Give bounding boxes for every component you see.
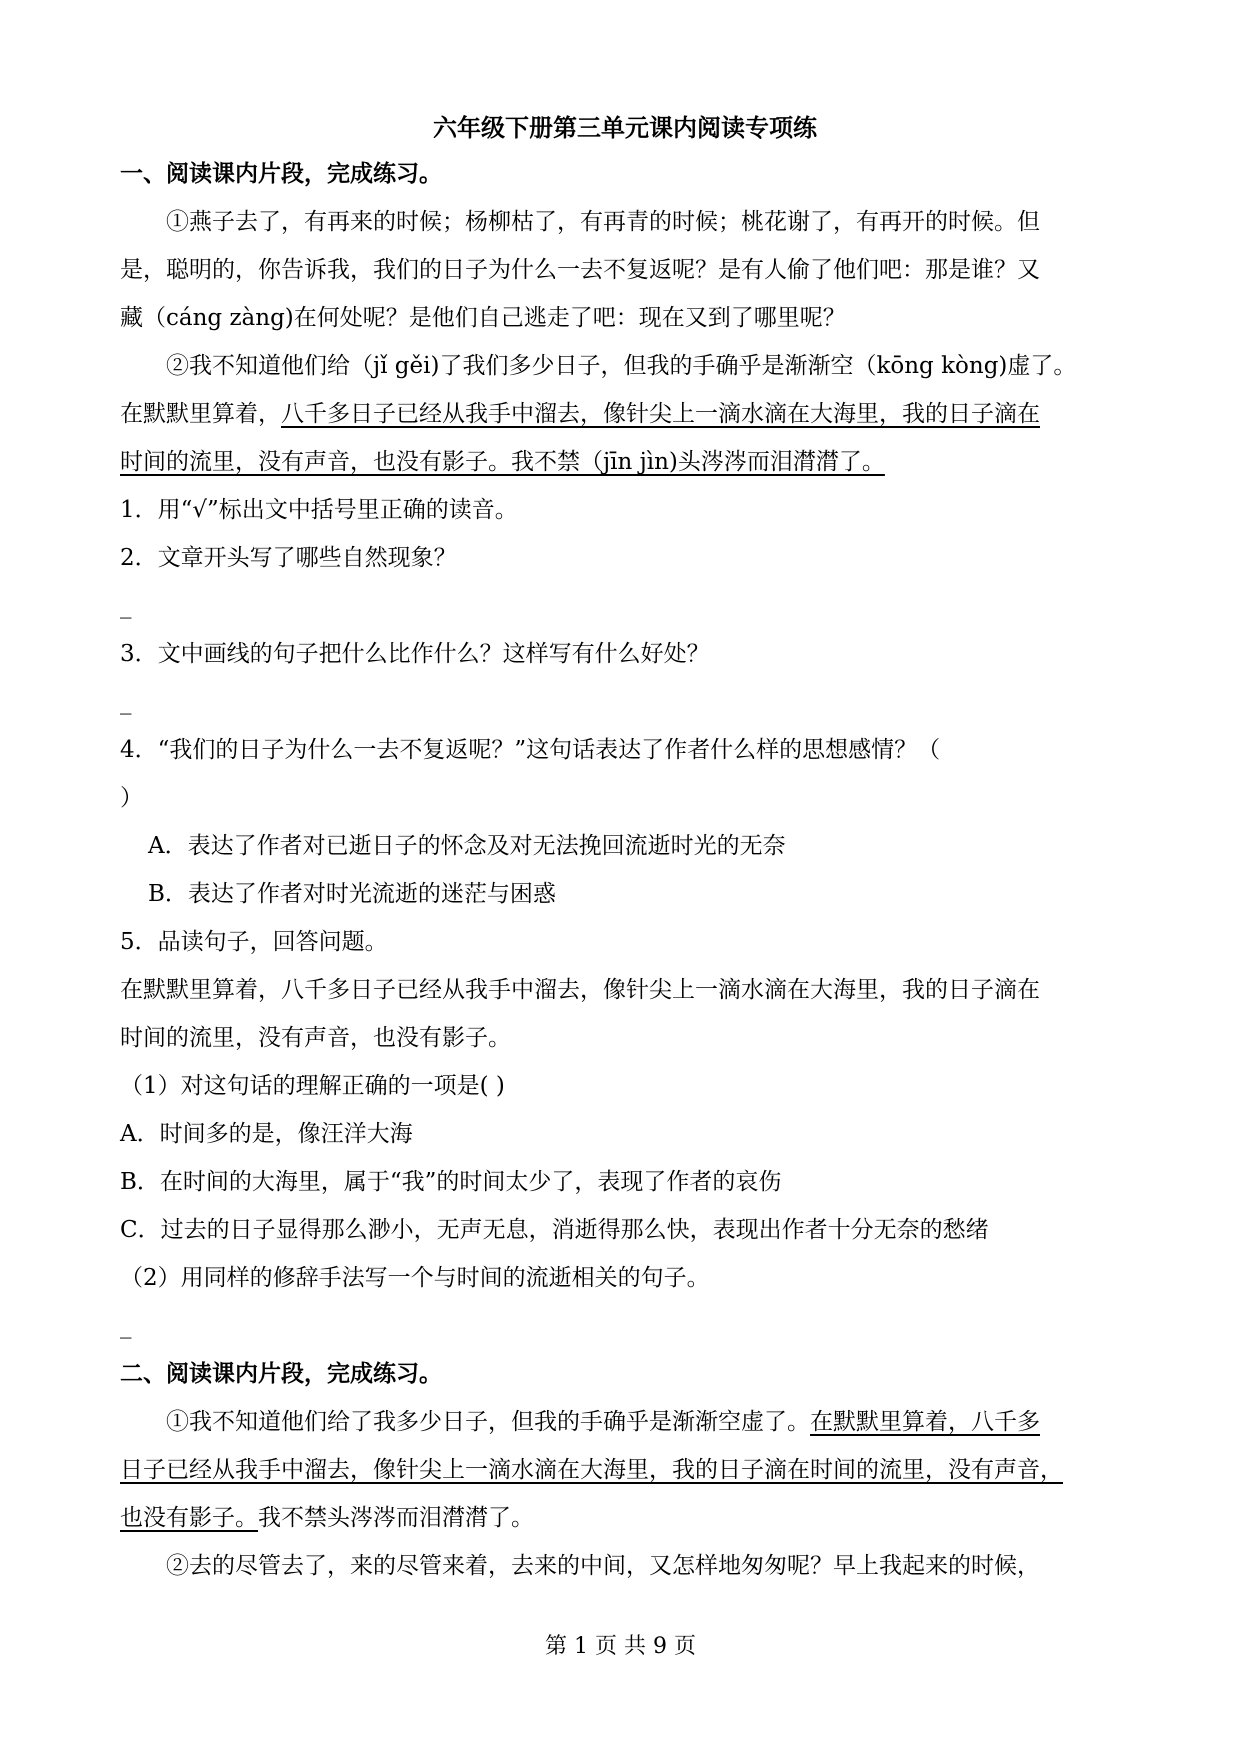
passage-3-line — [120, 1398, 1130, 1446]
underlined-sentence: 时间的流里，没有声音，也没有影子。我不禁（jīn jìn)头涔涔而泪潸潸了。 — [120, 449, 885, 475]
question-4: 4．“我们的日子为什么一去不复返呢？”这句话表达了作者什么样的思想感情？（ — [120, 737, 941, 763]
question-5-quote: 在默默里算着，八千多日子已经从我手中溜去，像针尖上一滴水滴在大海里，我的日子滴在 — [120, 977, 1040, 1003]
question-3: 3．文中画线的句子把什么比作什么？这样写有什么好处？ — [120, 641, 710, 667]
question-2: 2．文章开头写了哪些自然现象？ — [120, 545, 457, 571]
answer-blank[interactable]: _ — [120, 1313, 132, 1339]
answer-blank[interactable]: _ — [120, 593, 132, 619]
passage-2-line — [120, 390, 1130, 438]
section-1-heading: 一、阅读课内片段，完成练习。 — [120, 160, 442, 187]
underlined-sentence: 在默默里算着，八千多 — [810, 1409, 1040, 1435]
page-footer: 第 1 页 共 9 页 — [545, 1634, 696, 1659]
question-5-sub-1: （1）对这句话的理解正确的一项是( ) — [120, 1073, 505, 1099]
plain-text: ①我不知道他们给了我多少日子，但我的手确乎是渐渐空虚了。 — [166, 1409, 810, 1435]
question-5-quote: 时间的流里，没有声音，也没有影子。 — [120, 1025, 511, 1051]
underlined-sentence: 日子已经从我手中溜去，像针尖上一滴水滴在大海里，我的日子滴在时间的流里，没有声音， — [120, 1457, 1063, 1483]
question-1: 1．用“√”标出文中括号里正确的读音。 — [120, 497, 518, 523]
passage-3-line — [120, 1446, 1130, 1494]
passage-2-line — [120, 438, 1130, 486]
passage-1-line: 是，聪明的，你告诉我，我们的日子为什么一去不复返呢？是有人偷了他们吧：那是谁？又 — [120, 257, 1040, 283]
question-5-option-c[interactable]: C．过去的日子显得那么渺小，无声无息，消逝得那么快，表现出作者十分无奈的愁绪 — [120, 1217, 989, 1243]
plain-text: 在默默里算着， — [120, 401, 281, 427]
passage-4-line: ②去的尽管去了，来的尽管来着，去来的中间，又怎样地匆匆呢？早上我起来的时候， — [166, 1553, 1040, 1579]
section-2-heading: 二、阅读课内片段，完成练习。 — [120, 1360, 442, 1387]
page-title: 六年级下册第三单元课内阅读专项练 — [433, 113, 817, 142]
question-5: 5．品读句子，回答问题。 — [120, 929, 388, 955]
question-4-bracket: ） — [120, 785, 143, 811]
question-5-option-a[interactable]: A．时间多的是，像汪洋大海 — [120, 1121, 413, 1147]
question-5-option-b[interactable]: B．在时间的大海里，属于“我”的时间太少了，表现了作者的哀伤 — [120, 1169, 782, 1195]
question-4-option-b[interactable]: B．表达了作者对时光流逝的迷茫与困惑 — [148, 881, 556, 907]
document-page — [120, 110, 1130, 1590]
question-5-sub-2: （2）用同样的修辞手法写一个与时间的流逝相关的句子。 — [120, 1265, 710, 1291]
passage-1-line: 藏（cáng zàng)在何处呢？是他们自己逃走了吧：现在又到了哪里呢？ — [120, 305, 846, 331]
plain-text: 我不禁头涔涔而泪潸潸了。 — [258, 1505, 534, 1531]
passage-2-line: ②我不知道他们给（jǐ gěi)了我们多少日子，但我的手确乎是渐渐空（kōng kòng)虚了。 — [166, 353, 1077, 379]
question-4-option-a[interactable]: A．表达了作者对已逝日子的怀念及对无法挽回流逝时光的无奈 — [148, 833, 786, 859]
answer-blank[interactable]: _ — [120, 689, 132, 715]
underlined-sentence: 八千多日子已经从我手中溜去，像针尖上一滴水滴在大海里，我的日子滴在 — [281, 401, 1040, 427]
passage-1-line: ①燕子去了，有再来的时候；杨柳枯了，有再青的时候；桃花谢了，有再开的时候。但 — [166, 209, 1040, 235]
underlined-sentence: 也没有影子。 — [120, 1505, 258, 1531]
passage-3-line — [120, 1494, 1130, 1542]
